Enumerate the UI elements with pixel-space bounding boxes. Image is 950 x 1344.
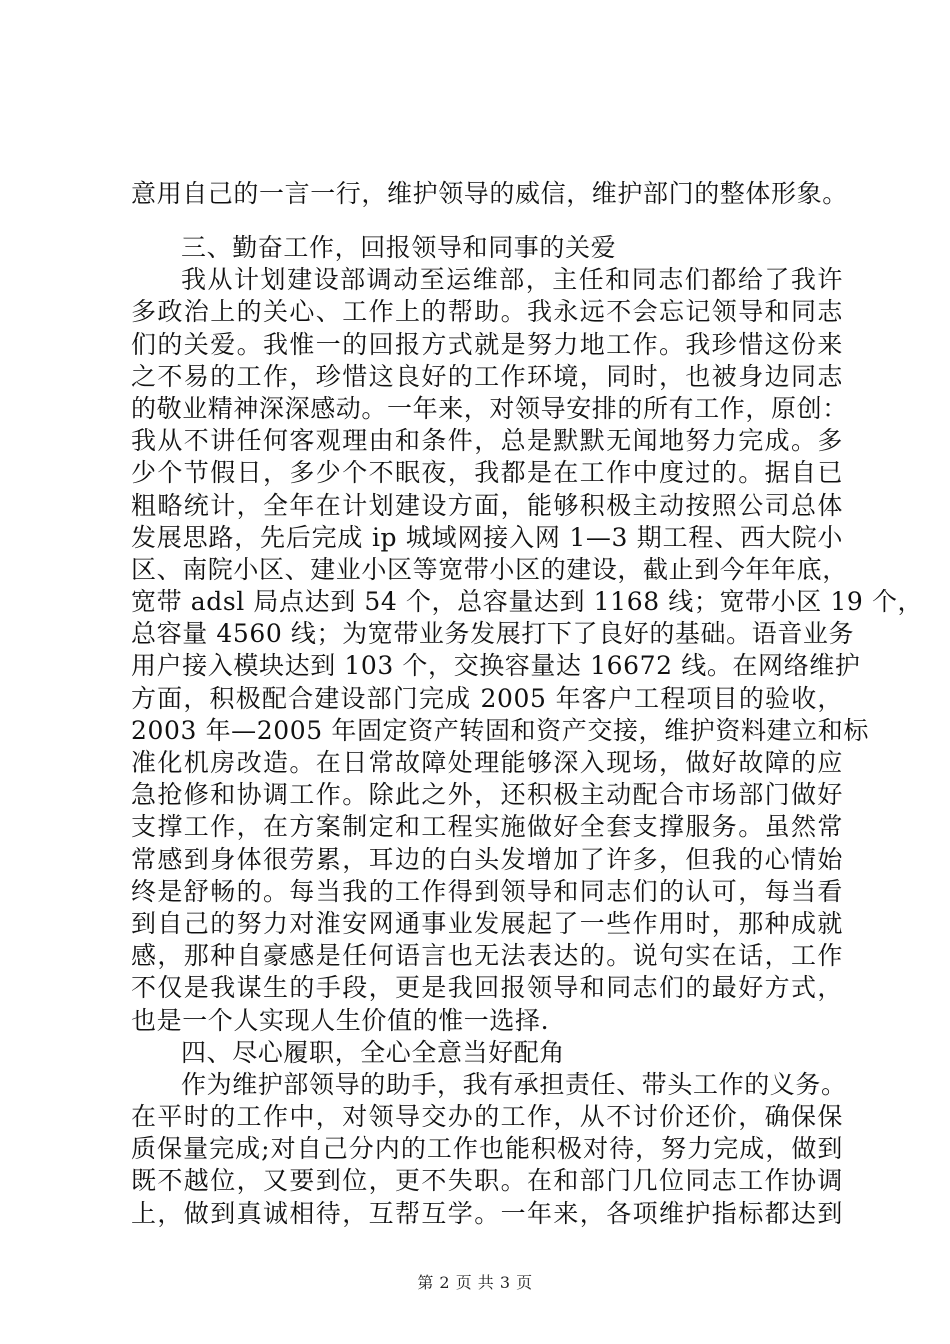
- paragraph-line: 既不越位，又要到位，更不失职。在和部门几位同志工作协调: [131, 1166, 843, 1196]
- paragraph-line: 在平时的工作中，对领导交办的工作，从不讨价还价，确保保: [131, 1102, 843, 1132]
- section-4-body: [131, 1069, 847, 1230]
- paragraph-line: 用户接入模块达到 103 个，交换容量达 16672 线。在网络维护: [131, 651, 861, 681]
- paragraph-line: 准化机房改造。在日常故障处理能够深入现场，做好故障的应: [131, 748, 843, 777]
- paragraph-line: 感，那种自豪感是任何语言也无法表达的。说句实在话，工作: [131, 941, 843, 971]
- paragraph-line: 2003 年—2005 年固定资产转固和资产交接，维护资料建立和标: [131, 715, 869, 745]
- paragraph-line: 之不易的工作，珍惜这良好的工作环境，同时，也被身边同志: [131, 361, 843, 391]
- paragraph-line: 发展思路，先后完成 ip 城域网接入网 1—3 期工程、西大院小: [131, 522, 843, 552]
- paragraph-line: 宽带 adsl 局点达到 54 个，总容量达到 1168 线；宽带小区 19 个，: [131, 587, 924, 617]
- paragraph-line: 支撑工作，在方案制定和工程实施做好全套支撑服务。虽然常: [131, 812, 843, 842]
- paragraph-line: 常感到身体很劳累，耳边的白头发增加了许多，但我的心情始: [131, 844, 843, 874]
- paragraph-line: 不仅是我谋生的手段，更是我回报领导和同志们的最好方式，: [131, 973, 843, 1003]
- paragraph-line: 意用自己的一言一行，维护领导的威信，维护部门的整体形象。: [131, 179, 848, 208]
- top-paragraph: [131, 178, 848, 210]
- section-4-heading: 四、尽心履职，全心全意当好配角: [181, 1037, 566, 1067]
- section-3-heading: 三、勤奋工作，回报领导和同事的关爱: [181, 233, 617, 262]
- paragraph-line: 到自己的努力对淮安网通事业发展起了一些作用时，那种成就: [131, 908, 843, 938]
- paragraph-line: 终是舒畅的。每当我的工作得到领导和同志们的认可，每当看: [131, 876, 843, 906]
- section-3-body: [131, 264, 924, 1037]
- page-footer: 第 2 页 共 3 页: [417, 1273, 533, 1292]
- paragraph-line: 我从不讲任何客观理由和条件，总是默默无闻地努力完成。多: [131, 426, 843, 456]
- section-3: [131, 232, 924, 1230]
- paragraph-line: 们的关爱。我惟一的回报方式就是努力地工作。我珍惜这份来: [131, 329, 843, 359]
- paragraph-line: 少个节假日，多少个不眠夜，我都是在工作中度过的。据自已: [131, 458, 843, 488]
- paragraph-line: 质保量完成;对自己分内的工作也能积极对待，努力完成，做到: [131, 1134, 843, 1164]
- paragraph-line: 我从计划建设部调动至运维部，主任和同志们都给了我许: [181, 265, 843, 295]
- paragraph-line: 也是一个人实现人生价值的惟一选择.: [131, 1005, 550, 1035]
- paragraph-line: 多政治上的关心、工作上的帮助。我永远不会忘记领导和同志: [131, 297, 843, 327]
- paragraph-line: 上，做到真诚相待，互帮互学。一年来，各项维护指标都达到: [131, 1198, 843, 1228]
- paragraph-line: 方面，积极配合建设部门完成 2005 年客户工程项目的验收，: [131, 683, 843, 713]
- paragraph-line: 区、南院小区、建业小区等宽带小区的建设，截止到今年年底，: [131, 554, 848, 584]
- paragraph-line: 的敬业精神深深感动。一年来，对领导安排的所有工作，原创：: [131, 393, 848, 423]
- paragraph-line: 粗略统计，全年在计划建设方面，能够积极主动按照公司总体: [131, 490, 843, 520]
- paragraph-line: 急抢修和协调工作。除此之外，还积极主动配合市场部门做好: [131, 780, 843, 810]
- paragraph-line: 作为维护部领导的助手，我有承担责任、带头工作的义务。: [181, 1069, 847, 1099]
- paragraph-line: 总容量 4560 线；为宽带业务发展打下了良好的基础。语音业务: [131, 619, 855, 649]
